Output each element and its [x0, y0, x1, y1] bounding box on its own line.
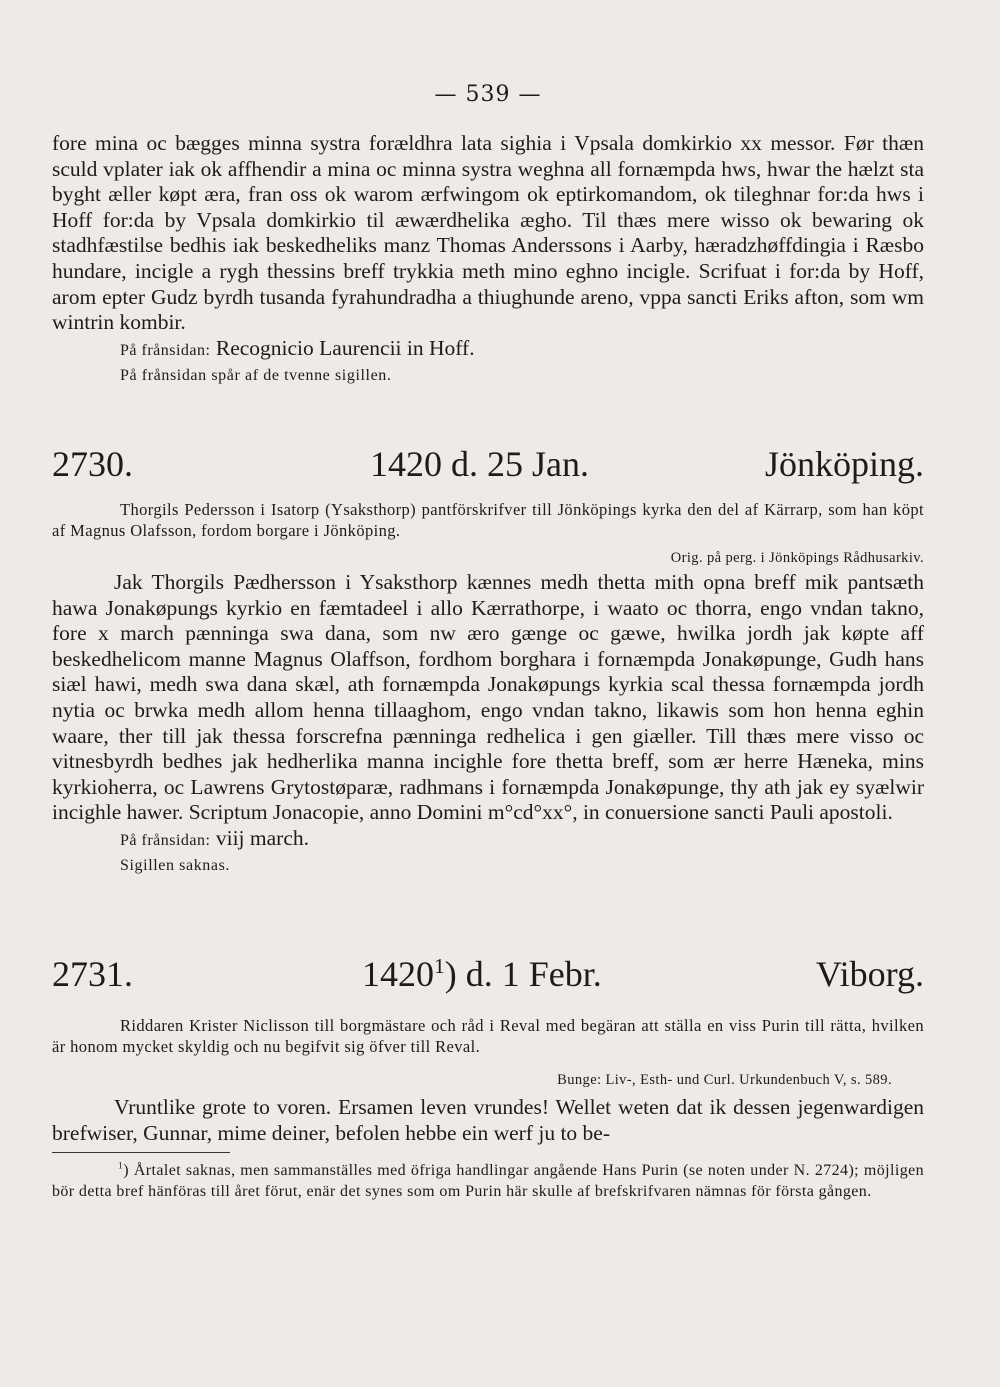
entry-heading	[52, 954, 924, 994]
entry-date: 1420 d. 25 Jan.	[370, 444, 589, 484]
reverse-text: viij march.	[215, 825, 309, 850]
entry-source: Orig. på perg. i Jönköpings Rådhusarkiv.	[670, 550, 924, 566]
footnote-text: Årtalet saknas, men sammanställes med öfriga handlingar angående Hans Purin (se noten under N. 2724); möjligen bör detta bref hänföras till året förut, enär det synes som om Purin här skulle af brefskrifvaren nämnas för första gången.	[52, 1162, 924, 1200]
entry-2730-body	[52, 499, 924, 876]
entry-number: 2730.	[52, 444, 133, 484]
page-number: — 539 —	[434, 82, 542, 107]
footnote-divider	[52, 1152, 230, 1153]
entry-place: Viborg.	[815, 954, 924, 994]
letter-text: Jak Thorgils Pædhersson i Ysaksthorp kænnes medh thetta mith opna breff mik pantsæth hawa Jonakøpungs kyrkio en fæmtadeel i allo Kærrathorpe, i waato oc thorra, engo vndan takno, fore x march pænninga swa dana, som nw æro gænge oc gæwe, hwilka jordh jak køpte aff beskedhelicom manne Magnus Olaffson, fordhom borghara i fornæmpda Jonakøpunge, Gudh hans siæl hawi, medh swa dana skæl, ath fornæmpda Jonakøpungs kyrkia scal thessa fornæmpda jordh nytia oc brwka medh allom henna tillaaghom, engo vndan takno, likawis som hon henna eghin waare, ther till jak thessa forscrefna pænninga redhelica i gen giæller. Till thæs mere visso oc vitnesbyrdh bedhes jak hedherlika manna incighle fore thetta breff, som ær herre Hæneka, mins kyrkioherra, oc Lawrens Grytostøparæ, radhmans i fornæmpda Jonakøpunge, thy ath jak ey syælwir incighle hawer. Scriptum Jonacopie, anno Domini m°cd°xx°, in conuersione sancti Pauli apostoli.	[52, 570, 924, 825]
entry-date-rest: ) d. 1 Febr.	[444, 954, 602, 994]
entry-date	[362, 954, 602, 994]
footnote	[52, 1160, 924, 1202]
reverse-lead: På frånsidan:	[120, 341, 211, 359]
continued-letter	[52, 131, 924, 386]
entry-place: Jönköping.	[764, 444, 924, 484]
seals-note: På frånsidan spår af de tvenne sigillen.	[120, 367, 392, 385]
seals-note: Sigillen saknas.	[120, 856, 231, 874]
entry-number: 2731.	[52, 954, 133, 994]
entry-2731-body	[52, 1015, 924, 1146]
document-page	[52, 0, 924, 1387]
reverse-text: Recognicio Laurencii in Hoff.	[215, 335, 475, 360]
footnote-mark-close: )	[123, 1162, 129, 1179]
letter-text: fore mina oc bægges minna systra forældhra lata sighia i Vpsala domkirkio xx messor. Før thæn sculd vplater iak ok affhendir a mina oc minna systra weghna all fornæmpda hws, hwar the hælzt sta byght æller køpt æra, fran oss ok warom ærfwingom ok eptirkomandom, ok tileghnar for:da hws i Hoff for:da by Vpsala domkirkio til æwærdhelika ægho. Til thæs mere wisso ok bewaring ok stadhfæstilse bedhis iak beskedheliks manz Thomas Anderssons i Aarby, hæradzhøffdingia i Ræsbo hundare, incigle a rygh thessins breff trykkia meth mino eghno incigle. Scrifuat i for:da by Hoff, arom epter Gudz byrdh tusanda fyrahundradha a thiughunde areno, vppa sancti Eriks afton, som wm wintrin kombir.	[52, 131, 924, 335]
entry-summary: Riddaren Krister Niclisson till borgmästare och råd i Reval med begäran att ställa en viss Purin till rätta, hvilken är honom mycket skyldig och nu begifvit sig öfver till Reval.	[52, 1016, 924, 1056]
reverse-lead: På frånsidan:	[120, 831, 211, 849]
letter-text: Vruntlike grote to voren. Ersamen leven vrundes! Wellet weten dat ik dessen jegenwardigen brefwiser, Gunnar, mime deiner, befolen hebbe ein werf ju to be-	[52, 1095, 924, 1145]
reverse-note	[52, 336, 924, 364]
entry-heading	[52, 444, 924, 484]
reverse-note	[52, 826, 924, 854]
footnote-ref: 1	[434, 954, 445, 978]
footnote-mark: 1	[118, 1160, 124, 1172]
entry-date-year: 1420	[362, 954, 434, 994]
entry-summary: Thorgils Pedersson i Isatorp (Ysaksthorp) pantförskrifver till Jönköpings kyrka den del af Kärrarp, som han köpt af Magnus Olafsson, fordom borgare i Jönköping.	[52, 500, 924, 540]
entry-source: Bunge: Liv-, Esth- und Curl. Urkundenbuch V, s. 589.	[557, 1072, 892, 1088]
